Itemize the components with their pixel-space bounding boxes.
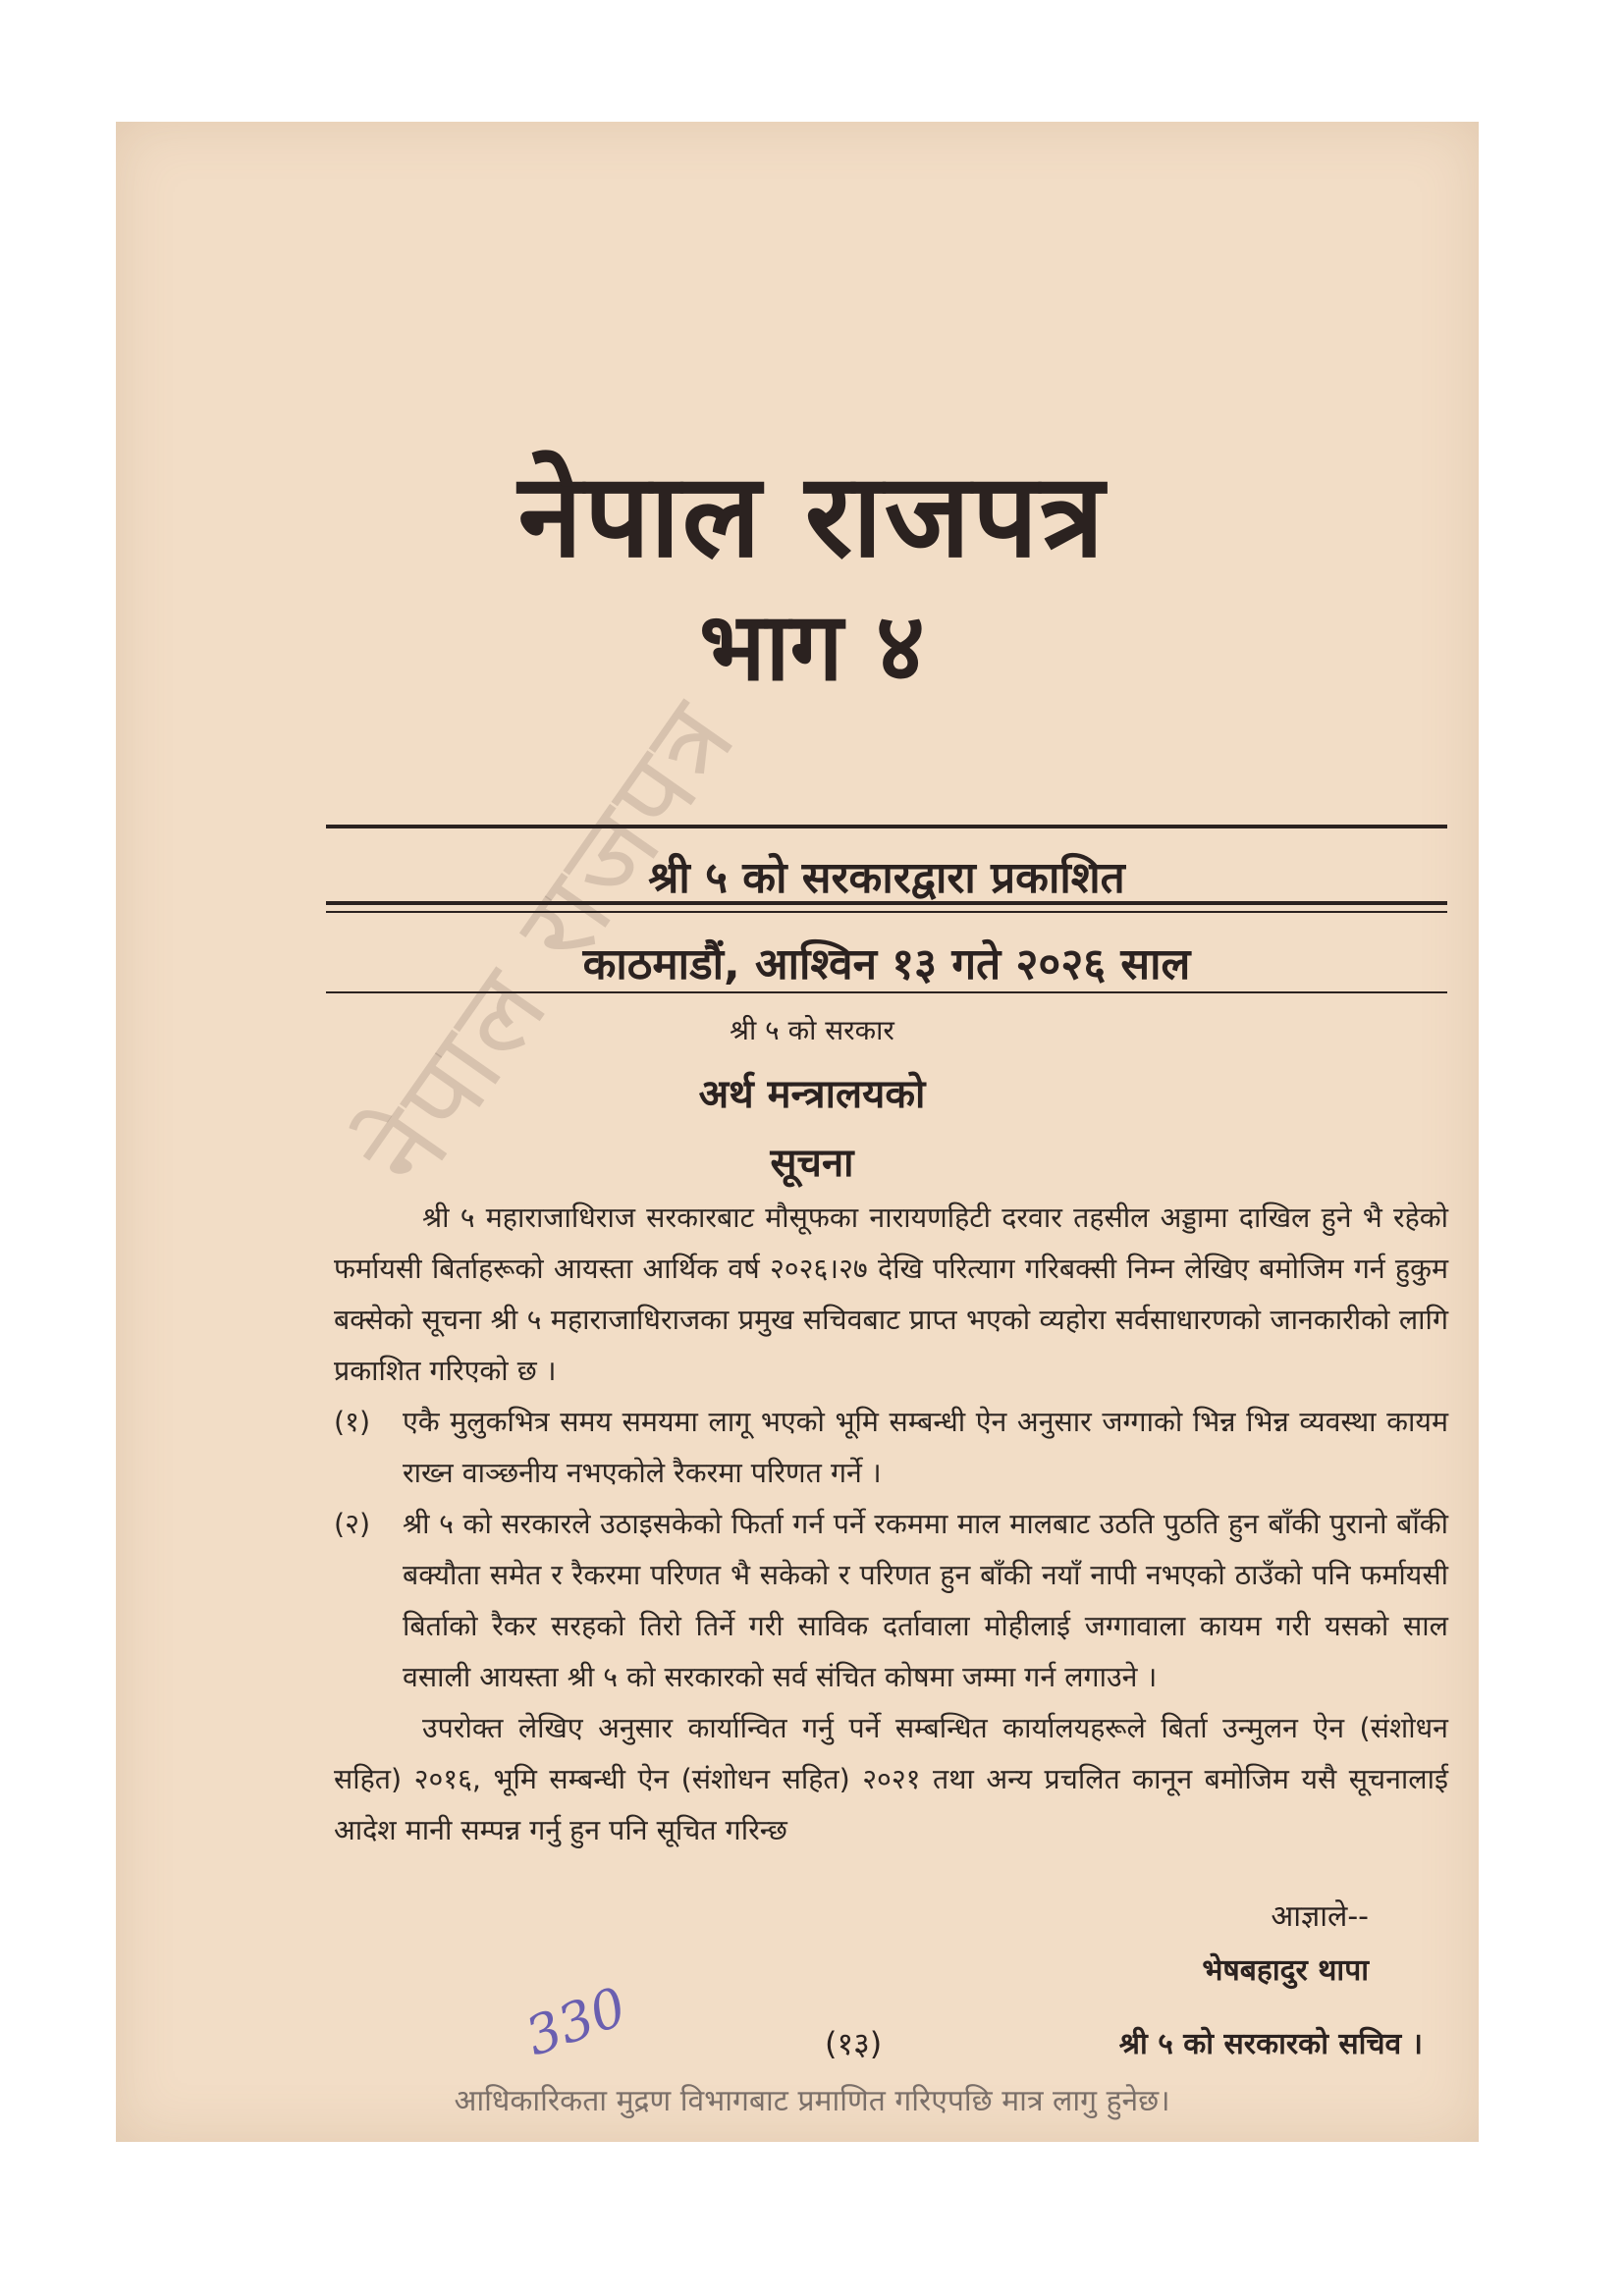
closing-paragraph: उपरोक्त लेखिए अनुसार कार्यान्वित गर्नु पर्ने सम्बन्धित कार्यालयहरूले बिर्ता उन्मुलन ऐन (संशोधन सहित) २०१६, भूमि सम्बन्धी ऐन (संशोधन सहित) २०२१ तथा अन्य प्रचलित कानून बमोजिम यसै सूचनालाई आदेश मानी सम्पन्न गर्नु हुन पनि सूचित गरिन्छ	[334, 1712, 1448, 1846]
dateline: काठमाडौं, आश्विन १३ गते २०२६ साल	[582, 939, 1191, 989]
item-text: एकै मुलुकभित्र समय समयमा लागू भएको भूमि सम्बन्धी ऐन अनुसार जग्गाको भिन्न भिन्न व्यवस्था कायम राख्न वाञ्छनीय नभएकोले रैकरमा परिणत गर्ने ।	[403, 1406, 1448, 1489]
gazette-title: नेपाल राजपत्र	[517, 448, 1107, 583]
middle-rule-thin	[326, 911, 1447, 913]
issuer-line-1: श्री ५ को सरकार	[730, 1014, 894, 1046]
notice-heading: सूचना	[770, 1141, 854, 1186]
top-rule	[326, 825, 1447, 828]
notice-body	[334, 1193, 1448, 1856]
handwritten-annotation: 330	[517, 1975, 634, 2068]
page-number: (१३)	[825, 2025, 883, 2062]
footer-stamp: आधिकारिकता मुद्रण विभागबाट प्रमाणित गरिएपछि मात्र लागु हुनेछ।	[454, 2084, 1170, 2118]
order-line: आज्ञाले--	[1271, 1899, 1369, 1934]
middle-rule	[326, 901, 1447, 905]
list-item	[334, 1499, 1448, 1703]
signatory-name: भेषबहादुर थापा	[1202, 1953, 1369, 1988]
item-text: श्री ५ को सरकारले उठाइसकेको फिर्ता गर्न पर्ने रकममा माल मालबाट उठति पुठति हुन बाँकी पुरानो बाँकी बक्यौता समेत र रैकरमा परिणत भै सकेको र परिणत हुन बाँकी नयाँ नापी नभएको ठाउँको पनि फर्मायसी बिर्ताको रैकर सरहको तिरो तिर्ने गरी साविक दर्तावाला मोहीलाई जग्गावाला कायम गरी यसको साल वसाली आयस्ता श्री ५ को सरकारको सर्व संचित कोषमा जम्मा गर्न लगाउने ।	[403, 1508, 1448, 1693]
gazette-part: भाग ४	[699, 592, 925, 702]
dateline-rule	[326, 991, 1447, 993]
signatory-title: श्री ५ को सरकारको सचिव ।	[1118, 2027, 1423, 2061]
intro-paragraph: श्री ५ महाराजाधिराज सरकारबाट मौसूफका नारायणहिटी दरवार तहसील अड्डामा दाखिल हुने भै रहेको फर्मायसी बिर्ताहरूको आयस्ता आर्थिक वर्ष २०२६।२७ देखि परित्याग गरिबक्सी निम्न लेखिए बमोजिम गर्न हुकुम बक्सेको सूचना श्री ५ महाराजाधिराजका प्रमुख सचिवबाट प्राप्त भएको व्यहोरा सर्वसाधारणको जानकारीको लागि प्रकाशित गरिएको छ ।	[334, 1201, 1448, 1387]
ministry-name: अर्थ मन्त्रालयको	[698, 1072, 926, 1117]
item-number: (१)	[334, 1406, 371, 1438]
publisher-line: श्री ५ को सरकारद्वारा प्रकाशित	[648, 853, 1125, 903]
watermark-stamp: नेपाल राजपत्र	[336, 677, 762, 1210]
item-number: (२)	[334, 1508, 371, 1540]
list-item	[334, 1397, 1448, 1499]
